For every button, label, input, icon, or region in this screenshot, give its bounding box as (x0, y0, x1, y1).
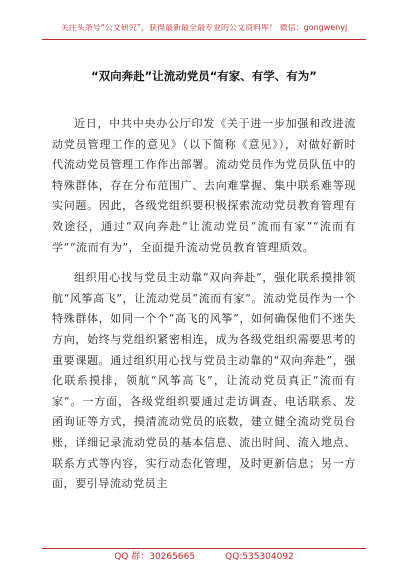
header-divider (42, 39, 366, 40)
footer-divider (42, 548, 366, 549)
document-title: “双向奔赴”让流动党员“有家、有学、有为” (91, 69, 317, 83)
paragraph-section-1: 组织用心找与党员主动靠“双向奔赴”，强化联系摸排领航“风筝高飞”，让流动党员“流而有家”。流动党员作为一个特殊群体，如同一个个“高飞的风筝”，如何确保他们不迷失方向，始终与党组织紧密相连，成为各级党组织需要思考的重要课题。通过组织用心找与党员主动靠的“双向奔赴”，强化联系摸排，领航“风筝高飞”，让流动党员真正“流而有家”。一方面，各级党组织要通过走访调查、电话联系、发函询证等方式，摸清流动党员的底数，建立健全流动党员台账，详细记录流动党员的基本信息、流出时间、流入地点、联系方式等内容，实行动态化管理，及时更新信息；另一方面，要引导流动党员主 (52, 271, 356, 491)
header-banner: 关注头条号“公文研究”，获得最新最全最专业的公文资料库！ 微信：gongwenyj (60, 24, 348, 32)
footer-qq: QQ:535304092 (225, 552, 294, 562)
footer-qq-group: QQ 群：30265665 (114, 552, 196, 562)
paragraph-intro: 近日，中共中央办公厅印发《关于进一步加强和改进流动党员管理工作的意见》（以下简称《意见》），对做好新时代流动党员管理工作作出部署。流动党员作为党员队伍中的特殊群体，存在分布范围广、去向难掌握、集中联系难等现实问题。因此，各级党组织要积极探索流动党员教育管理有效途径，通过“双向奔赴”让流动党员“流而有家”“流而有学”“流而有为”，全面提升流动党员教育管理质效。 (52, 117, 356, 254)
footer (40, 553, 368, 562)
document-body (52, 114, 356, 505)
